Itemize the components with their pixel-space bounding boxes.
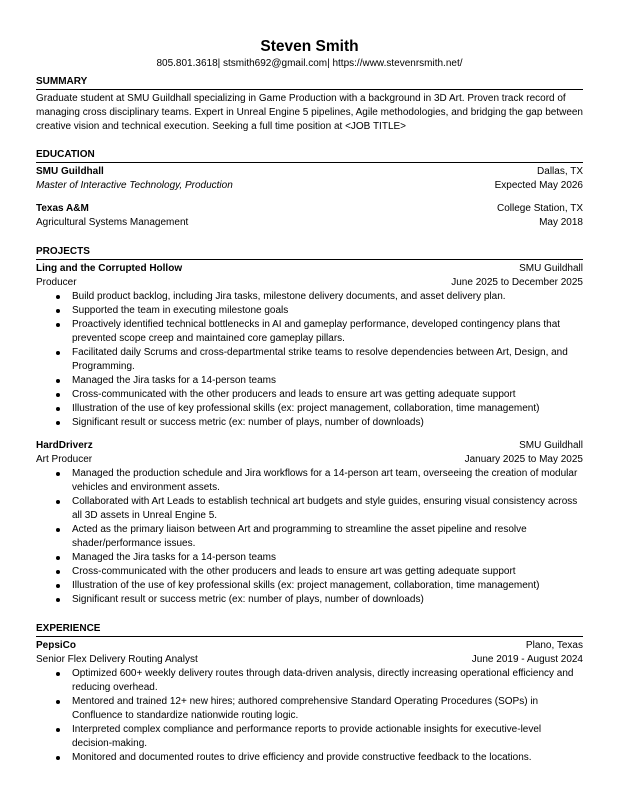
- bullet-item: Illustration of the use of key professional skills (ex: project management, collaboration, time management): [36, 402, 583, 416]
- project-date: January 2025 to May 2025: [464, 453, 583, 465]
- summary-heading: SUMMARY: [36, 75, 583, 90]
- bullet-item: Interpreted complex compliance and performance reports to provide actionable insights for executive-level decision-making.: [36, 723, 583, 751]
- school-location: Dallas, TX: [537, 165, 583, 177]
- project-role: Producer: [36, 276, 77, 288]
- bullet-item: Managed the Jira tasks for a 14-person teams: [36, 551, 583, 565]
- bullet-item: Monitored and documented routes to drive efficiency and provide constructive feedback to the locations.: [36, 751, 583, 765]
- experience-heading: EXPERIENCE: [36, 622, 583, 637]
- school-name: SMU Guildhall: [36, 165, 104, 177]
- bullet-item: Proactively identified technical bottlenecks in AI and gameplay performance, developed contingency plans that prevented scope creep and maintained core gameplay pillars.: [36, 318, 583, 346]
- school-name: Texas A&M: [36, 202, 89, 214]
- job-date: June 2019 - August 2024: [471, 653, 583, 665]
- bullet-item: Illustration of the use of key professional skills (ex: project management, collaboration, time management): [36, 579, 583, 593]
- project-entry: [36, 439, 583, 607]
- project-org: SMU Guildhall: [519, 439, 583, 451]
- project-date: June 2025 to December 2025: [451, 276, 583, 288]
- bullet-item: Cross-communicated with the other producers and leads to ensure art was getting adequate support: [36, 565, 583, 579]
- bullet-item: Managed the Jira tasks for a 14-person teams: [36, 374, 583, 388]
- bullet-item: Facilitated daily Scrums and cross-departmental strike teams to resolve dependencies between Art, Design, and Programming.: [36, 346, 583, 374]
- education-heading: EDUCATION: [36, 148, 583, 163]
- project-name: Ling and the Corrupted Hollow: [36, 262, 183, 274]
- bullet-item: Build product backlog, including Jira tasks, milestone delivery documents, and asset delivery plan.: [36, 290, 583, 304]
- contact-line: 805.801.3618| stsmith692@gmail.com| https://www.stevenrsmith.net/: [156, 58, 463, 69]
- bullet-item: Optimized 600+ weekly delivery routes through data-driven analysis, directly increasing operational efficiency and reducing overhead.: [36, 667, 583, 695]
- project-name: HardDriverz: [36, 439, 93, 451]
- bullet-item: Mentored and trained 12+ new hires; authored comprehensive Standard Operating Procedures (SOPs) in Confluence to standardize nationwide routing logic.: [36, 695, 583, 723]
- summary-text: Graduate student at SMU Guildhall specializing in Game Production with a background in 3D Art. Proven track record of managing cross disciplinary teams. Expert in Unreal Engine 5 pipelines, Agile methodologies, and bridging the gap between creative vision and technical execution. Seeking a full time position at <JOB TITLE>: [36, 93, 583, 133]
- candidate-name: Steven Smith: [260, 38, 359, 55]
- project-bullets: [36, 290, 583, 430]
- degree: Master of Interactive Technology, Production: [36, 179, 233, 191]
- bullet-item: Significant result or success metric (ex: number of plays, number of downloads): [36, 593, 583, 607]
- bullet-item: Supported the team in executing milestone goals: [36, 304, 583, 318]
- bullet-item: Collaborated with Art Leads to establish technical art budgets and style guides, ensuring visual consistency across all 3D assets in Unreal Engine 5.: [36, 495, 583, 523]
- bullet-item: Acted as the primary liaison between Art and programming to streamline the asset pipeline and resolve shader/performance issues.: [36, 523, 583, 551]
- experience-bullets: [36, 667, 583, 765]
- bullet-item: Cross-communicated with the other producers and leads to ensure art was getting adequate support: [36, 388, 583, 402]
- bullet-item: Significant result or success metric (ex: number of plays, number of downloads): [36, 416, 583, 430]
- company-location: Plano, Texas: [525, 639, 583, 651]
- bullet-item: Managed the production schedule and Jira workflows for a 14-person art team, overseeing the creation of modular vehicles and environment assets.: [36, 467, 583, 495]
- projects-heading: PROJECTS: [36, 245, 583, 260]
- education-entry: [36, 165, 583, 193]
- degree-date: Expected May 2026: [494, 179, 583, 191]
- school-location: College Station, TX: [497, 202, 583, 214]
- project-bullets: [36, 467, 583, 607]
- degree-date: May 2018: [539, 216, 583, 228]
- project-entry: [36, 262, 583, 430]
- project-org: SMU Guildhall: [519, 262, 583, 274]
- degree: Agricultural Systems Management: [36, 216, 189, 228]
- education-entry: [36, 202, 583, 230]
- project-role: Art Producer: [36, 453, 93, 465]
- company-name: PepsiCo: [36, 639, 77, 651]
- experience-entry: [36, 639, 583, 765]
- job-title: Senior Flex Delivery Routing Analyst: [36, 653, 198, 665]
